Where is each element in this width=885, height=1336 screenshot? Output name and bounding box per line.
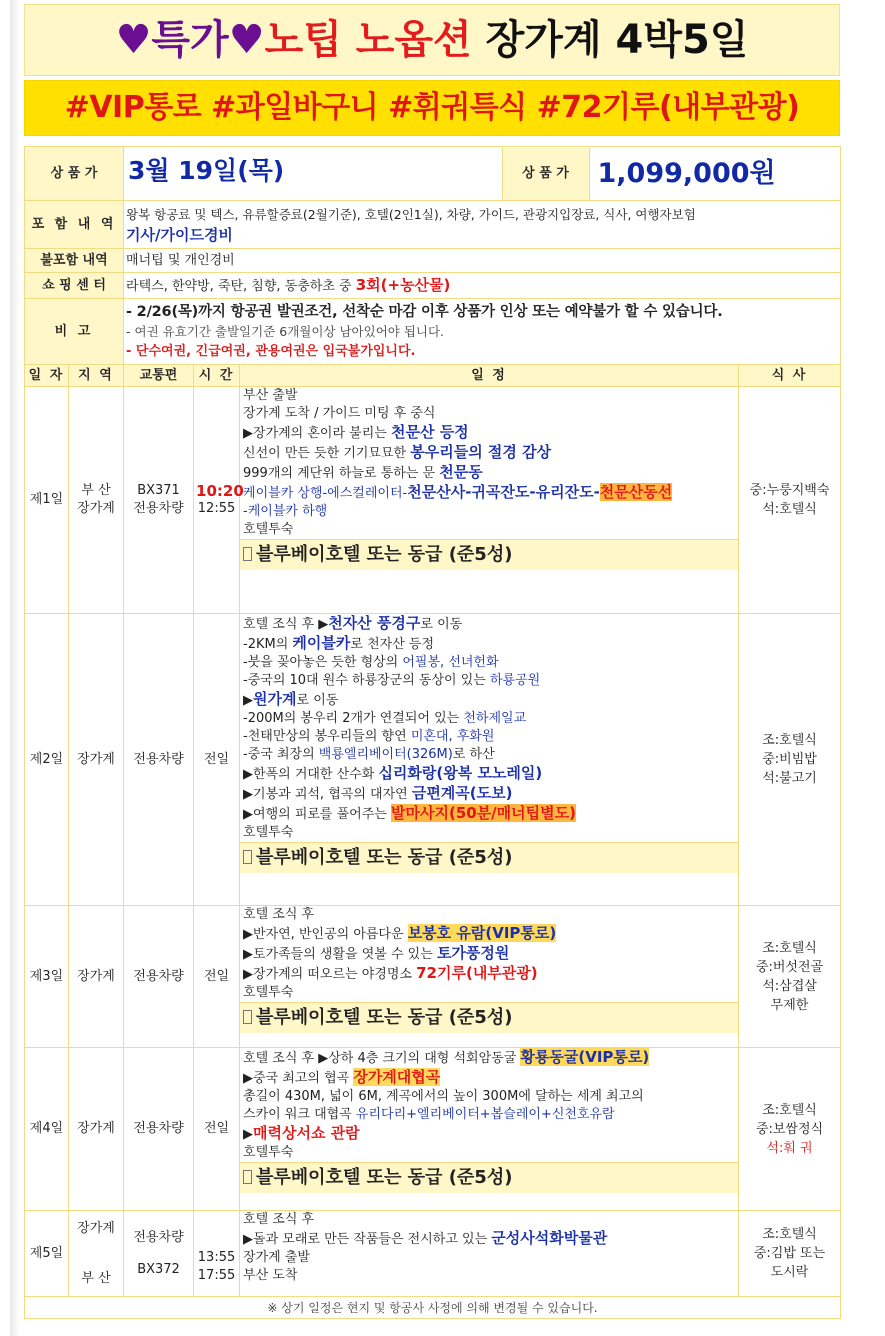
schedule-line: ▶원가계로 이동 — [243, 690, 339, 708]
heart-icon: ♥ — [228, 17, 265, 63]
remark-passport: - 여권 유효기간 출발일기준 6개월이상 남아있어야 됩니다. — [126, 323, 445, 339]
schedule-line: 호텔투숙 — [243, 985, 294, 1000]
transport: BX371 — [137, 483, 180, 498]
day-row — [25, 906, 841, 1048]
schedule-line: 호텔 조식 후 ▶상하 4층 크기의 대형 석회암동굴 황룡동굴(VIP통로) — [243, 1048, 650, 1066]
schedule-line: ▶반자연, 반인공의 아름다운 보봉호 유람(VIP통로) — [243, 924, 557, 942]
footer-note-row — [25, 1297, 841, 1319]
day-row — [25, 1048, 841, 1211]
title-product: 장가계 4박5일 — [485, 17, 749, 63]
schedule-cell — [240, 1048, 739, 1211]
hotel-icon — [243, 850, 252, 864]
meal: 중:김밥 또는 — [753, 1246, 826, 1261]
price-row — [25, 147, 841, 201]
schedule-line: 케이블카 상행-에스컬레이터-천문산사-귀곡잔도-유리잔도-천문산동선 — [243, 483, 673, 501]
tag-banner: #VIP통로 #과일바구니 #휘궈특식 #72기루(내부관광) — [24, 80, 840, 136]
region: 장가계 — [69, 614, 124, 906]
shopping-count: 3회(+농산물) — [355, 275, 451, 294]
remark-entry: - 단수여권, 긴급여권, 관용여권은 입국불가입니다. — [126, 343, 416, 359]
remark-row — [25, 299, 841, 365]
day-row — [25, 387, 841, 614]
schedule-line: 호텔투숙 — [243, 825, 294, 840]
region: 부 산 — [81, 483, 111, 498]
include-text: 왕복 항공료 및 텍스, 유류할증료(2월기준), 호텔(2인1실), 차량, 가이드, 관광지입장료, 식사, 여행자보험 — [126, 206, 696, 222]
meal: 석:호텔식 — [762, 502, 817, 517]
price-label: 상 품 가 — [502, 148, 590, 200]
region: 부 산 — [81, 1270, 111, 1286]
time: 12:55 — [197, 501, 236, 516]
schedule-line: ▶중국 최고의 협곡 장가계대협곡 — [243, 1068, 441, 1086]
schedule-line: -천태만상의 봉우리들의 향연 미혼대, 후화원 — [243, 729, 495, 744]
schedule-line: ▶장가계의 혼이라 불리는 천문산 등정 — [243, 423, 469, 441]
meal: 조:호텔식 — [762, 733, 817, 748]
meal: 중:보쌈정식 — [755, 1121, 824, 1137]
schedule-line: 부산 출발 — [243, 388, 298, 403]
schedule-line: -중국 최장의 백룡엘리베이터(326M)로 하산 — [243, 747, 495, 762]
time: 전일 — [194, 1048, 240, 1211]
time: 17:55 — [197, 1267, 236, 1283]
title-banner — [24, 4, 840, 76]
include-label: 포 함 내 역 — [25, 201, 124, 249]
meal: 석:삼겹살 — [762, 978, 817, 994]
meal: 중:비빔밥 — [762, 752, 817, 767]
time: 전일 — [194, 614, 240, 906]
schedule-line: ▶매력상서쇼 관람 — [243, 1124, 360, 1142]
meal: 조:호텔식 — [762, 1227, 817, 1242]
schedule-line: 부산 도착 — [243, 1268, 298, 1283]
meal: 중:버섯전골 — [755, 959, 824, 975]
schedule-line: -2KM의 케이블카로 천자산 등정 — [243, 634, 435, 652]
schedule-line: 신선이 만든 듯한 기기묘묘한 봉우리들의 절경 감상 — [243, 443, 552, 461]
exclude-text: 매너팁 및 개인경비 — [124, 249, 841, 273]
schedule-header — [25, 365, 841, 387]
transport: 전용차량 — [124, 906, 194, 1048]
schedule-line: ▶토가족들의 생활을 엿볼 수 있는 토가풍정원 — [243, 944, 510, 962]
header-time: 시 간 — [194, 365, 240, 387]
schedule-cell — [240, 614, 739, 906]
header-meal: 식 사 — [739, 365, 841, 387]
schedule-line: 스카이 워크 대협곡 유리다리+엘리베이터+봅슬레이+신천호유람 — [243, 1107, 615, 1122]
day-label: 제2일 — [25, 614, 69, 906]
meal: 조:호텔식 — [762, 1102, 817, 1118]
region: 장가계 — [77, 501, 115, 516]
transport: 전용차량 — [124, 1048, 194, 1211]
time: 전일 — [194, 906, 240, 1048]
title-notip: 노팁 노옵션 — [264, 17, 472, 63]
schedule-line: -중국의 10대 원수 하룡장군의 동상이 있는 하룡공원 — [243, 673, 541, 688]
hotel-info: 블루베이호텔 또는 동급 (준5성) — [240, 1162, 738, 1193]
meal: 조:호텔식 — [762, 940, 817, 956]
heart-icon: ♥ — [115, 17, 152, 63]
remark-label: 비 고 — [25, 299, 124, 365]
region: 장가계 — [77, 1220, 115, 1236]
meal: 도시락 — [770, 1265, 809, 1280]
hotel-info: 블루베이호텔 또는 동급 (준5성) — [240, 842, 738, 873]
header-transport: 교통편 — [124, 365, 194, 387]
left-edge-shadow — [10, 0, 20, 1336]
schedule-line: ▶한폭의 거대한 산수화 십리화랑(왕복 모노레일) — [243, 764, 543, 782]
meal: 중:누룽지백숙 — [749, 483, 830, 498]
transport: 전용차량 — [133, 501, 184, 516]
hotel-info: 블루베이호텔 또는 동급 (준5성) — [240, 1002, 738, 1033]
schedule-line: 호텔 조식 후 ▶천자산 풍경구로 이동 — [243, 614, 463, 632]
day-label: 제5일 — [25, 1211, 69, 1297]
itinerary-table — [24, 146, 841, 1319]
schedule-line: 999개의 계단위 하늘로 통하는 문 천문동 — [243, 463, 483, 481]
region: 장가계 — [69, 906, 124, 1048]
transport: 전용차량 — [133, 1229, 184, 1245]
day-row — [25, 614, 841, 906]
meal: 석:훠 궈 — [766, 1140, 813, 1156]
schedule-line: -붓을 꽂아놓은 듯한 형상의 어필봉, 선녀헌화 — [243, 655, 499, 670]
time: 10:20 — [196, 482, 244, 500]
schedule-line: 장가계 출발 — [243, 1250, 310, 1265]
title-special: 특가 — [151, 17, 229, 63]
schedule-cell — [240, 906, 739, 1048]
exclude-row — [25, 249, 841, 273]
transport: 전용차량 — [124, 614, 194, 906]
schedule-line: ▶기봉과 괴석, 협곡의 대자연 금편계곡(도보) — [243, 784, 513, 802]
schedule-line: 장가계 도착 / 가이드 미팅 후 중식 — [243, 406, 436, 421]
hotel-icon — [243, 1010, 252, 1024]
schedule-line: -200M의 봉우리 2개가 연결되어 있는 천하제일교 — [243, 711, 527, 726]
schedule-cell — [240, 1211, 739, 1297]
exclude-label: 불포함 내역 — [25, 249, 124, 273]
transport: BX372 — [137, 1261, 180, 1277]
schedule-cell — [240, 387, 739, 614]
shopping-row — [25, 273, 841, 299]
remark-deadline: - 2/26(목)까지 항공권 발권조건, 선착순 마감 이후 상품가 인상 또는 예약불가 할 수 있습니다. — [126, 303, 723, 320]
day-row — [25, 1211, 841, 1297]
include-row — [25, 201, 841, 249]
day-label: 제4일 — [25, 1048, 69, 1211]
day-label: 제3일 — [25, 906, 69, 1048]
schedule-line: 호텔 조식 후 — [243, 1212, 315, 1227]
hotel-info: 블루베이호텔 또는 동급 (준5성) — [240, 539, 738, 570]
meal: 석:불고기 — [762, 771, 817, 786]
footer-note: ※ 상기 일정은 현지 및 항공사 사정에 의해 변경될 수 있습니다. — [25, 1297, 841, 1319]
shopping-label: 쇼 핑 센 터 — [25, 273, 124, 299]
time: 13:55 — [197, 1249, 236, 1265]
header-region: 지 역 — [69, 365, 124, 387]
date-label: 상 품 가 — [25, 147, 124, 201]
hotel-icon — [243, 547, 252, 561]
schedule-line: ▶장가계의 떠오르는 야경명소 72기루(내부관광) — [243, 964, 538, 982]
region: 장가계 — [69, 1048, 124, 1211]
schedule-line: 총길이 430M, 넓이 6M, 계곡에서의 높이 300M에 달하는 세계 최고의 — [243, 1089, 644, 1104]
schedule-line: 호텔 조식 후 — [243, 907, 315, 922]
day-label: 제1일 — [25, 387, 69, 614]
header-schedule: 일 정 — [240, 365, 739, 387]
schedule-line: 호텔투숙 — [243, 1145, 294, 1160]
header-day: 일 자 — [25, 365, 69, 387]
schedule-line: -케이블카 하행 — [243, 504, 328, 519]
schedule-line: 호텔투숙 — [243, 522, 294, 537]
schedule-line: ▶돌과 모래로 만든 작품들은 전시하고 있는 군성사석화박물관 — [243, 1229, 608, 1247]
shopping-text: 라텍스, 한약방, 죽탄, 침향, 동충하초 중 — [126, 278, 352, 294]
hotel-icon — [243, 1170, 252, 1184]
schedule-line: ▶여행의 피로를 풀어주는 발마사지(50분/매너팁별도) — [243, 804, 576, 822]
price-value: 1,099,000원 — [597, 157, 776, 189]
departure-date: 3월 19일(목) — [128, 156, 285, 185]
meal: 무제한 — [770, 997, 809, 1013]
include-extra: 기사/가이드경비 — [126, 225, 233, 244]
